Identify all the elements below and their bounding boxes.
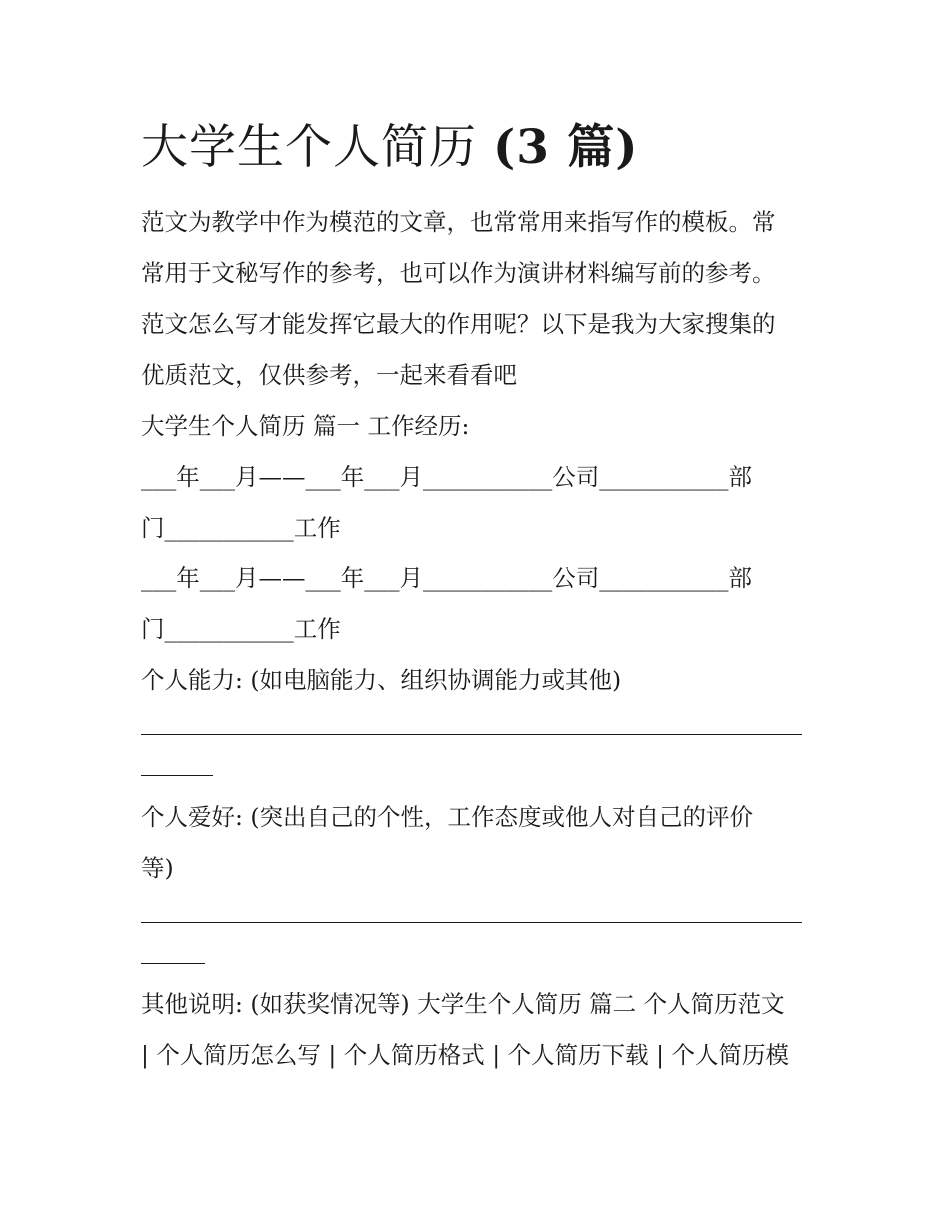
intro-line-2: 常用于文秘写作的参考，也可以作为演讲材料编写前的参考。 (141, 259, 776, 287)
page-title (141, 118, 639, 178)
hobby-blank-line-2 (141, 963, 205, 964)
work-line-3: ___年___月——___年___月___________公司___________部 (141, 564, 752, 592)
title-count: (3 篇) (492, 120, 639, 175)
ability-blank-line-2 (141, 775, 213, 776)
work-line-2: 门___________工作 (141, 514, 341, 542)
hobby-line-1: 个人爱好: (突出自己的个性，工作态度或他人对自己的评价 (141, 803, 754, 831)
ability-label: 个人能力: (如电脑能力、组织协调能力或其他) (141, 666, 622, 694)
work-line-4: 门___________工作 (141, 615, 341, 643)
intro-line-1: 范文为教学中作为模范的文章，也常常用来指写作的模板。常 (141, 208, 776, 236)
intro-line-3: 范文怎么写才能发挥它最大的作用呢？以下是我为大家搜集的 (141, 310, 776, 338)
intro-line-4: 优质范文，仅供参考，一起来看看吧 (141, 361, 517, 389)
hobby-line-2: 等) (141, 854, 174, 882)
hobby-blank-line-1 (141, 922, 802, 923)
work-line-1: ___年___月——___年___月___________公司___________部 (141, 463, 752, 491)
ability-blank-line-1 (141, 734, 802, 735)
other-line-2: | 个人简历怎么写 | 个人简历格式 | 个人简历下载 | 个人简历模 (141, 1041, 789, 1069)
section-header: 大学生个人简历 篇一 工作经历: (141, 412, 470, 440)
title-cjk: 大学生个人简历 (141, 120, 493, 175)
other-line-1: 其他说明: (如获奖情况等) 大学生个人简历 篇二 个人简历范文 (141, 990, 785, 1018)
